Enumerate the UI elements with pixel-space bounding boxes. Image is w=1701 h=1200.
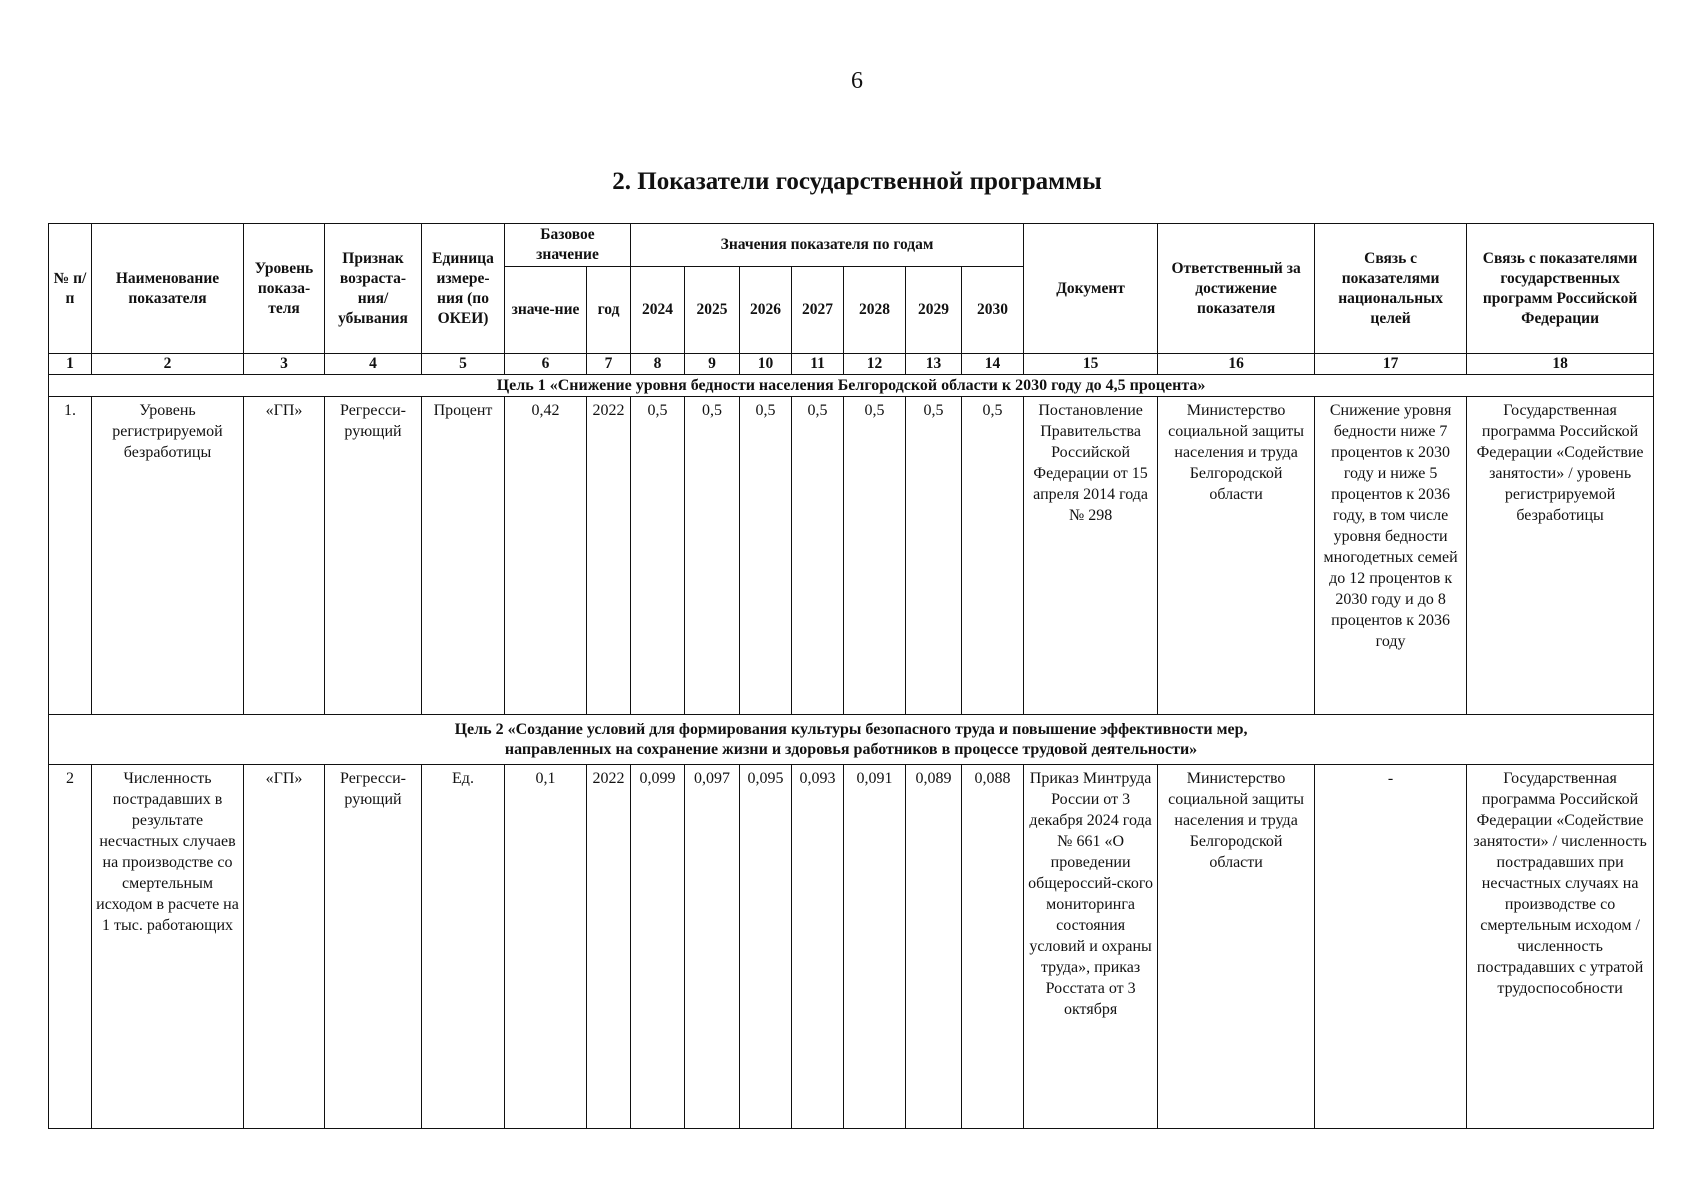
column-number: 10	[740, 354, 792, 375]
year-value: 0,097	[685, 765, 740, 1129]
column-number: 2	[92, 354, 244, 375]
year-value: 0,5	[792, 397, 844, 715]
column-number: 1	[49, 354, 92, 375]
column-number: 5	[422, 354, 505, 375]
header-document: Документ	[1024, 224, 1158, 354]
goal-1-title: Цель 1 «Снижение уровня бедности населения Белгородской области к 2030 году до 4,5 процента»	[49, 375, 1654, 397]
header-year: 2024	[631, 267, 685, 354]
row-num: 1.	[49, 397, 92, 715]
column-number: 8	[631, 354, 685, 375]
national-goals-link: Снижение уровня бедности ниже 7 процентов к 2030 году и ниже 5 процентов к 2036 году, в том числе уровня бедности многодетных семей до 12 процентов к 2030 году и до 8 процентов к 2036 году	[1315, 397, 1467, 715]
year-value: 0,5	[740, 397, 792, 715]
indicator-name: Уровень регистрируемой безработицы	[92, 397, 244, 715]
year-value: 0,095	[740, 765, 792, 1129]
header-base-year: год	[587, 267, 631, 354]
header-years-group: Значения показателя по годам	[631, 224, 1024, 267]
page-number: 6	[851, 68, 863, 94]
column-number: 4	[325, 354, 422, 375]
year-value: 0,5	[962, 397, 1024, 715]
header-national-goals: Связь с показателями национальных целей	[1315, 224, 1467, 354]
indicator-document: Приказ Минтруда России от 3 декабря 2024 года № 661 «О проведении общероссий-ского мониторинга состояния условий и охраны труда», приказ Росстата от 3 октября	[1024, 765, 1158, 1129]
header-year: 2026	[740, 267, 792, 354]
header-year: 2029	[906, 267, 962, 354]
header-base: Базовое значение	[505, 224, 631, 267]
header-name: Наименование показателя	[92, 224, 244, 354]
table-row	[49, 765, 1654, 1129]
column-number: 3	[244, 354, 325, 375]
header-responsible: Ответственный за достижение показателя	[1158, 224, 1315, 354]
state-programs-link: Государственная программа Российской Федерации «Содействие занятости» / численность пострадавших при несчастных случаях на производстве со смертельным исходом / численность пострадавших с утратой трудоспособности	[1467, 765, 1654, 1129]
row-num: 2	[49, 765, 92, 1129]
section-title: 2. Показатели государственной программы	[612, 168, 1102, 195]
indicator-level: «ГП»	[244, 397, 325, 715]
base-year: 2022	[587, 765, 631, 1129]
indicator-name: Численность пострадавших в результате несчастных случаев на производстве со смертельным исходом в расчете на 1 тыс. работающих	[92, 765, 244, 1129]
goal-2-title	[49, 715, 1654, 765]
header-year: 2028	[844, 267, 906, 354]
header-level: Уровень показа-теля	[244, 224, 325, 354]
state-programs-link: Государственная программа Российской Федерации «Содействие занятости» / уровень регистрируемой безработицы	[1467, 397, 1654, 715]
year-value: 0,089	[906, 765, 962, 1129]
column-number-row	[49, 354, 1654, 375]
header-year: 2025	[685, 267, 740, 354]
column-number: 13	[906, 354, 962, 375]
year-value: 0,099	[631, 765, 685, 1129]
column-number: 6	[505, 354, 587, 375]
column-number: 11	[792, 354, 844, 375]
column-number: 18	[1467, 354, 1654, 375]
indicator-sign: Регресси-рующий	[325, 765, 422, 1129]
indicator-responsible: Министерство социальной защиты населения и труда Белгородской области	[1158, 397, 1315, 715]
year-value: 0,5	[844, 397, 906, 715]
goal-2-line-2: направленных на сохранение жизни и здоровья работников в процессе трудовой деятельности»	[504, 740, 1198, 758]
column-number: 12	[844, 354, 906, 375]
year-value: 0,5	[906, 397, 962, 715]
goal-row	[49, 375, 1654, 397]
year-value: 0,091	[844, 765, 906, 1129]
column-number: 17	[1315, 354, 1467, 375]
base-value: 0,1	[505, 765, 587, 1129]
indicator-level: «ГП»	[244, 765, 325, 1129]
indicator-responsible: Министерство социальной защиты населения и труда Белгородской области	[1158, 765, 1315, 1129]
column-number: 14	[962, 354, 1024, 375]
header-unit: Единица измере-ния (по ОКЕИ)	[422, 224, 505, 354]
header-state-programs: Связь с показателями государственных программ Российской Федерации	[1467, 224, 1654, 354]
column-number: 9	[685, 354, 740, 375]
goal-row	[49, 715, 1654, 765]
column-number: 16	[1158, 354, 1315, 375]
indicator-unit: Процент	[422, 397, 505, 715]
goal-2-line-1: Цель 2 «Создание условий для формирования культуры безопасного труда и повышение эффективности мер,	[454, 720, 1248, 738]
indicators-table	[48, 223, 1654, 1129]
header-base-value: значе-ние	[505, 267, 587, 354]
column-number: 15	[1024, 354, 1158, 375]
base-value: 0,42	[505, 397, 587, 715]
column-number: 7	[587, 354, 631, 375]
indicator-unit: Ед.	[422, 765, 505, 1129]
header-num: № п/п	[49, 224, 92, 354]
indicator-document: Постановление Правительства Российской Федерации от 15 апреля 2014 года № 298	[1024, 397, 1158, 715]
header-year: 2027	[792, 267, 844, 354]
header-sign: Признак возраста-ния/ убывания	[325, 224, 422, 354]
table-row	[49, 397, 1654, 715]
base-year: 2022	[587, 397, 631, 715]
national-goals-link: -	[1315, 765, 1467, 1129]
year-value: 0,5	[631, 397, 685, 715]
year-value: 0,5	[685, 397, 740, 715]
year-value: 0,088	[962, 765, 1024, 1129]
header-year: 2030	[962, 267, 1024, 354]
year-value: 0,093	[792, 765, 844, 1129]
indicator-sign: Регресси-рующий	[325, 397, 422, 715]
